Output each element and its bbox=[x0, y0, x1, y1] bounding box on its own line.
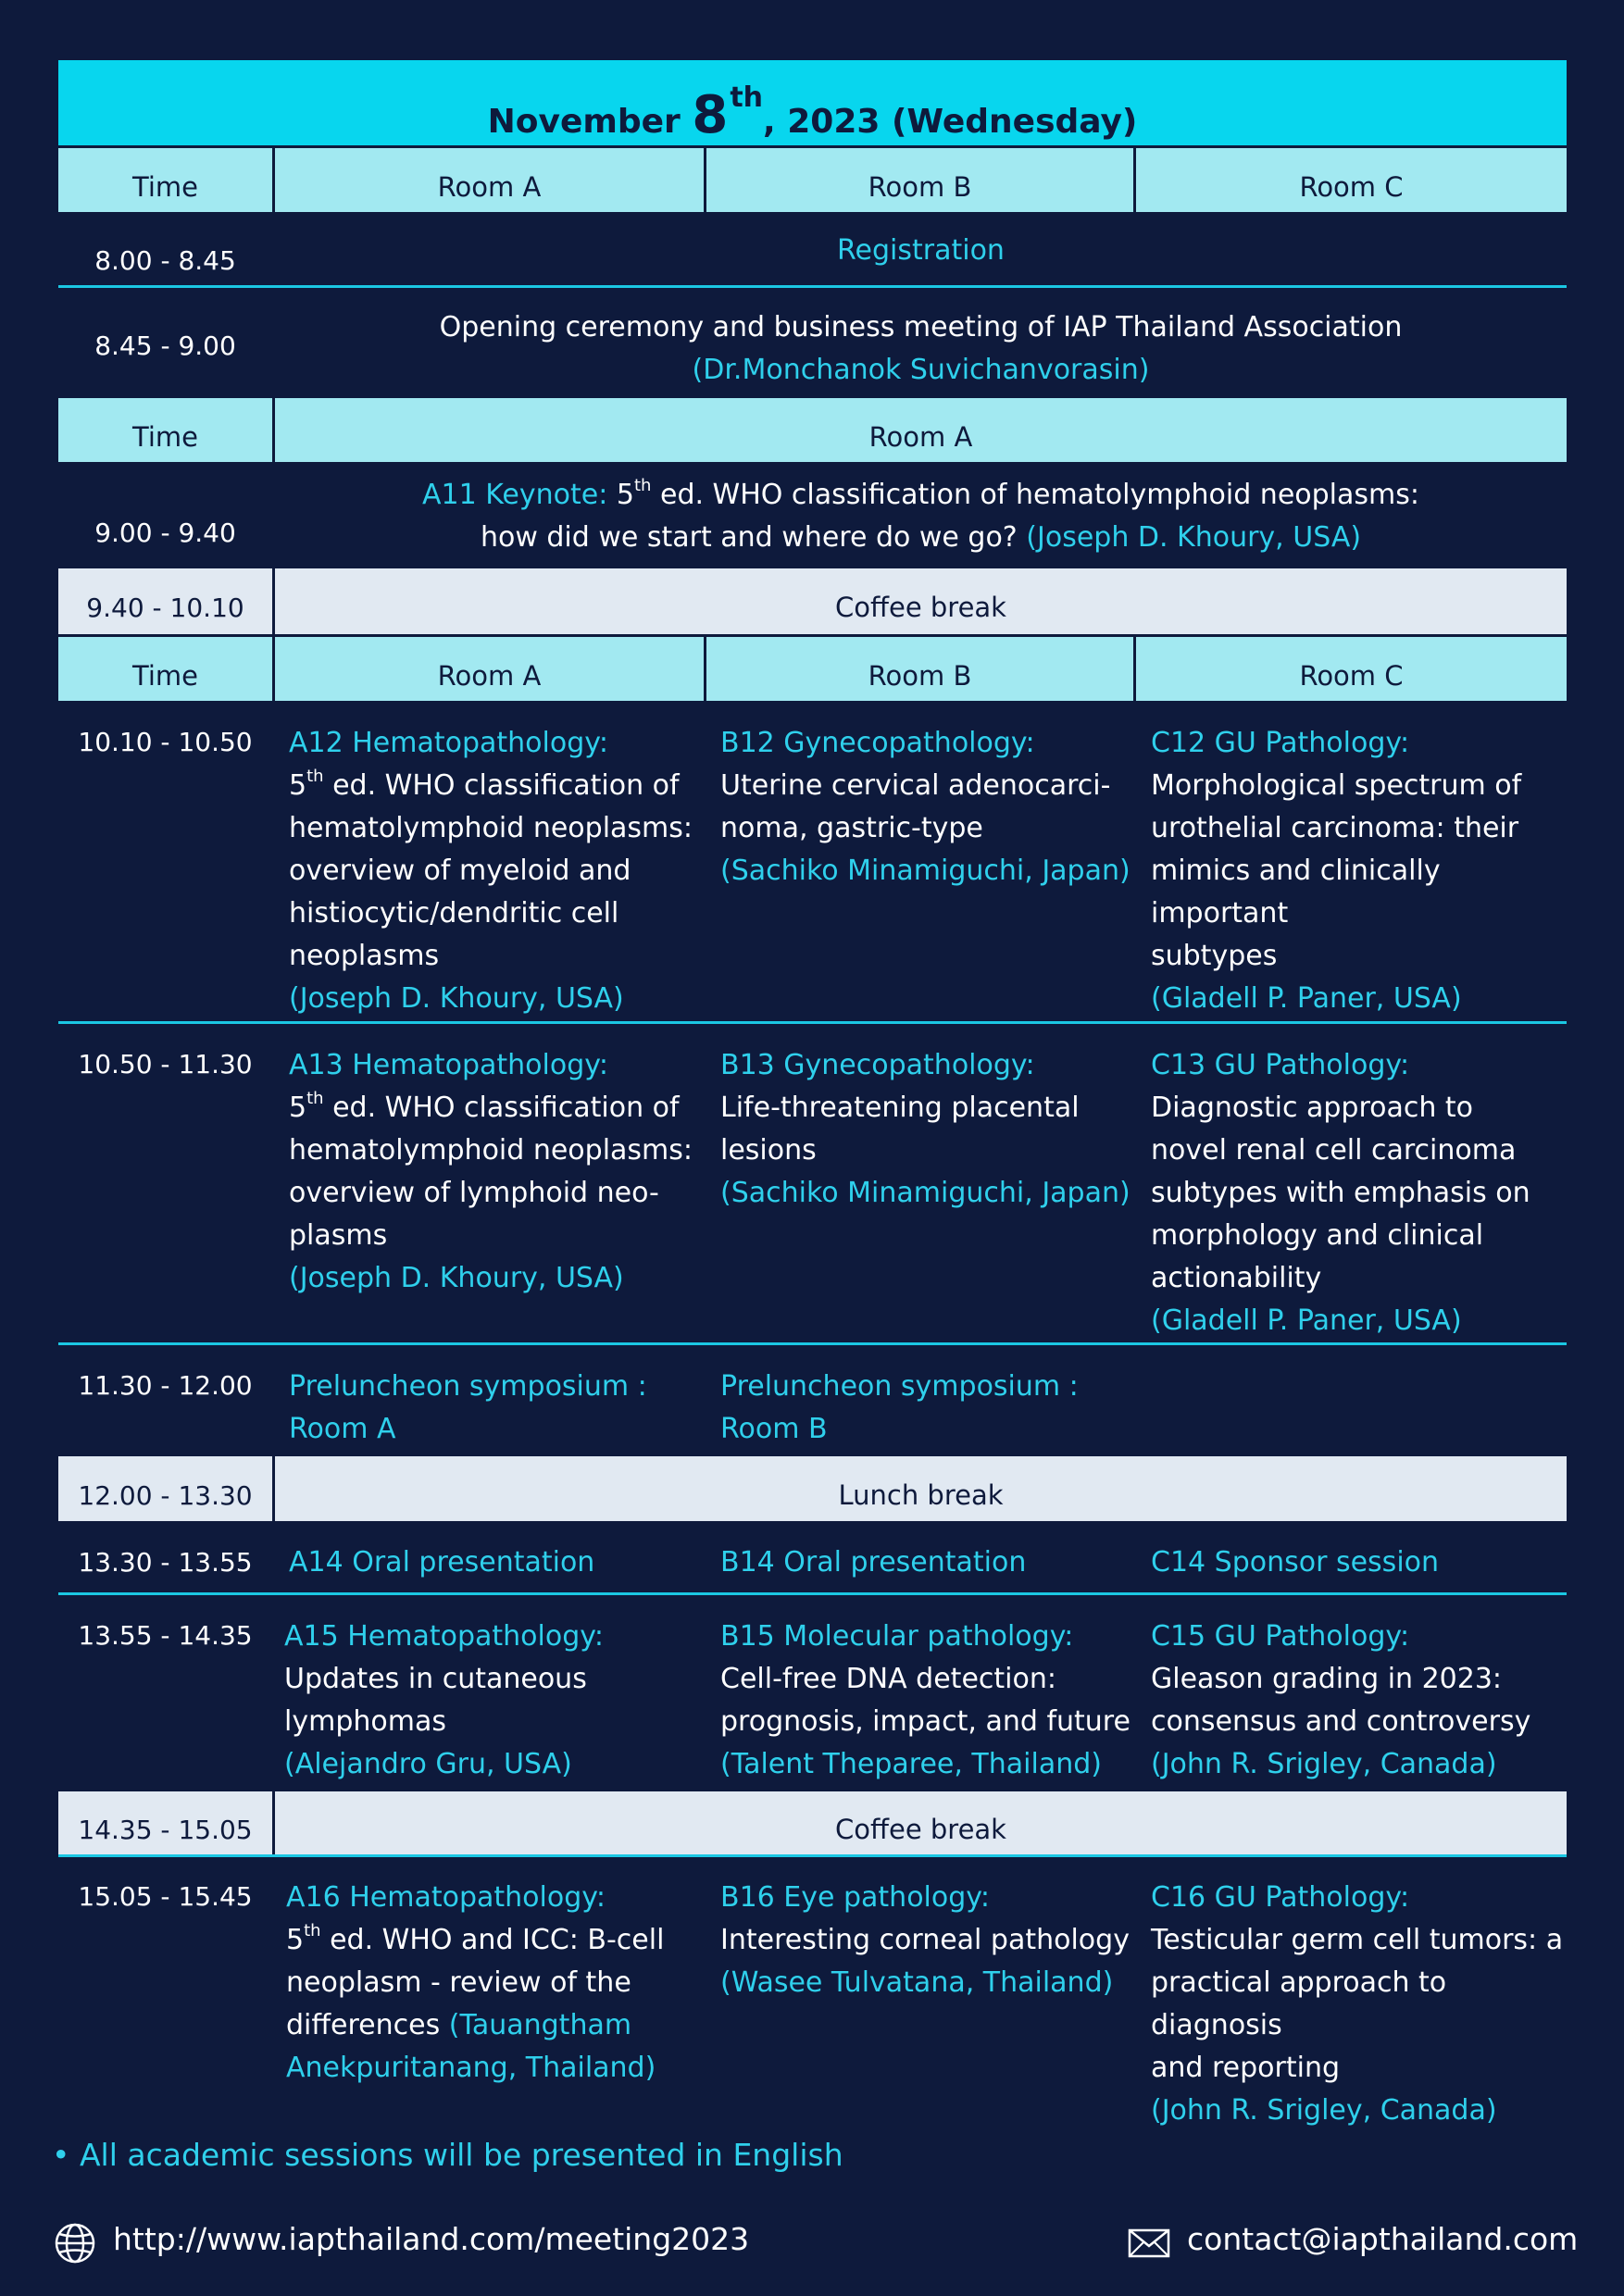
header-room-c: Room C bbox=[1136, 148, 1567, 212]
row-divider bbox=[58, 285, 1567, 288]
time-preluncheon: 11.30 - 12.00 bbox=[78, 1370, 253, 1401]
session-a14: A14 Oral presentation bbox=[289, 1546, 595, 1578]
preluncheon-room-a: Preluncheon symposium : Room A bbox=[289, 1370, 647, 1445]
time-opening: 8.45 - 9.00 bbox=[94, 331, 236, 361]
header-room-a: Room A bbox=[275, 398, 1567, 462]
coffee-break: Coffee break bbox=[275, 568, 1567, 634]
time-coffee-break: 9.40 - 10.10 bbox=[58, 568, 272, 634]
lunch-break: Lunch break bbox=[275, 1456, 1567, 1521]
time-session-3: 13.55 - 14.35 bbox=[78, 1620, 253, 1651]
header-time: Time bbox=[58, 637, 272, 701]
header-room-b: Room B bbox=[706, 637, 1133, 701]
session-b13: B13 Gynecopathology: Life-threatening placental lesions (Sachiko Minamiguchi, Japan) bbox=[720, 1049, 1131, 1209]
header-room-c: Room C bbox=[1136, 637, 1567, 701]
time-registration: 8.00 - 8.45 bbox=[94, 245, 236, 276]
time-coffee-break: 14.35 - 15.05 bbox=[58, 1791, 272, 1854]
header-time: Time bbox=[58, 398, 272, 462]
row-divider bbox=[58, 1021, 1567, 1024]
website-link[interactable]: http://www.iapthailand.com/meeting2023 bbox=[113, 2221, 750, 2257]
time-session-2: 10.50 - 11.30 bbox=[78, 1049, 253, 1079]
session-b12: B12 Gynecopathology: Uterine cervical adenocarci- noma, gastric-type (Sachiko Minamiguchi, Japan) bbox=[720, 727, 1131, 887]
time-keynote: 9.00 - 9.40 bbox=[94, 518, 236, 548]
row-divider bbox=[58, 1342, 1567, 1345]
keynote-session: A11 Keynote: 5th ed. WHO classification of hematolymphoid neoplasms: how did we start and where do we go? (Joseph D. Khoury, USA) bbox=[422, 476, 1419, 554]
envelope-icon bbox=[1128, 2228, 1170, 2258]
coffee-break: Coffee break bbox=[275, 1791, 1567, 1854]
session-b16: B16 Eye pathology: Interesting corneal pathology (Wasee Tulvatana, Thailand) bbox=[720, 1881, 1130, 1999]
row-divider bbox=[58, 1854, 1567, 1857]
row-divider bbox=[58, 1592, 1567, 1595]
session-b14: B14 Oral presentation bbox=[720, 1546, 1027, 1578]
session-c16: C16 GU Pathology: Testicular germ cell tumors: a practical approach to diagnosis and reporting (John R. Srigley, Canada) bbox=[1151, 1881, 1564, 2127]
opening-ceremony: Opening ceremony and business meeting of IAP Thailand Association (Dr.Monchanok Suvichanvorasin) bbox=[439, 311, 1403, 386]
header-room-a: Room A bbox=[275, 637, 704, 701]
time-session-1: 10.10 - 10.50 bbox=[78, 727, 253, 757]
header-room-b: Room B bbox=[706, 148, 1133, 212]
session-c13: C13 GU Pathology: Diagnostic approach to novel renal cell carcinoma subtypes with emphasis on morphology and clinical actionability (Gladell P. Paner, USA) bbox=[1151, 1049, 1530, 1337]
time-session-4: 15.05 - 15.45 bbox=[78, 1881, 253, 1912]
session-c12: C12 GU Pathology: Morphological spectrum of urothelial carcinoma: their mimics and clinically important subtypes (Gladell P. Paner, USA) bbox=[1151, 727, 1522, 1015]
registration-label: Registration bbox=[837, 234, 1005, 267]
session-c15: C15 GU Pathology: Gleason grading in 2023: consensus and controversy (John R. Srigley, Canada) bbox=[1151, 1620, 1531, 1780]
preluncheon-room-b: Preluncheon symposium : Room B bbox=[720, 1370, 1079, 1445]
time-lunch-break: 12.00 - 13.30 bbox=[58, 1456, 272, 1521]
session-a16: A16 Hematopathology: 5th ed. WHO and ICC: B-cell neoplasm - review of the differences (Tauangtham Anekpuritanang, Thailand) bbox=[286, 1881, 665, 2084]
session-b15: B15 Molecular pathology: Cell-free DNA detection: prognosis, impact, and future (Talent Theparee, Thailand) bbox=[720, 1620, 1131, 1780]
header-time: Time bbox=[58, 148, 272, 212]
header-room-a: Room A bbox=[275, 148, 704, 212]
session-a12: A12 Hematopathology: 5th ed. WHO classification of hematolymphoid neoplasms: overview of myeloid and histiocytic/dendritic cell neoplasms (Joseph D. Khoury, USA) bbox=[289, 727, 693, 1015]
globe-icon bbox=[54, 2222, 96, 2265]
time-oral: 13.30 - 13.55 bbox=[78, 1547, 253, 1578]
session-a13: A13 Hematopathology: 5th ed. WHO classification of hematolymphoid neoplasms: overview of lymphoid neo- plasms (Joseph D. Khoury, USA) bbox=[289, 1049, 693, 1294]
session-a15: A15 Hematopathology: Updates in cutaneous lymphomas (Alejandro Gru, USA) bbox=[284, 1620, 604, 1780]
page-title: November 8th, 2023 (Wednesday) bbox=[58, 60, 1567, 145]
language-note: • All academic sessions will be presented in English bbox=[52, 2137, 843, 2173]
session-c14: C14 Sponsor session bbox=[1151, 1546, 1440, 1578]
email-link[interactable]: contact@iapthailand.com bbox=[1187, 2221, 1579, 2257]
